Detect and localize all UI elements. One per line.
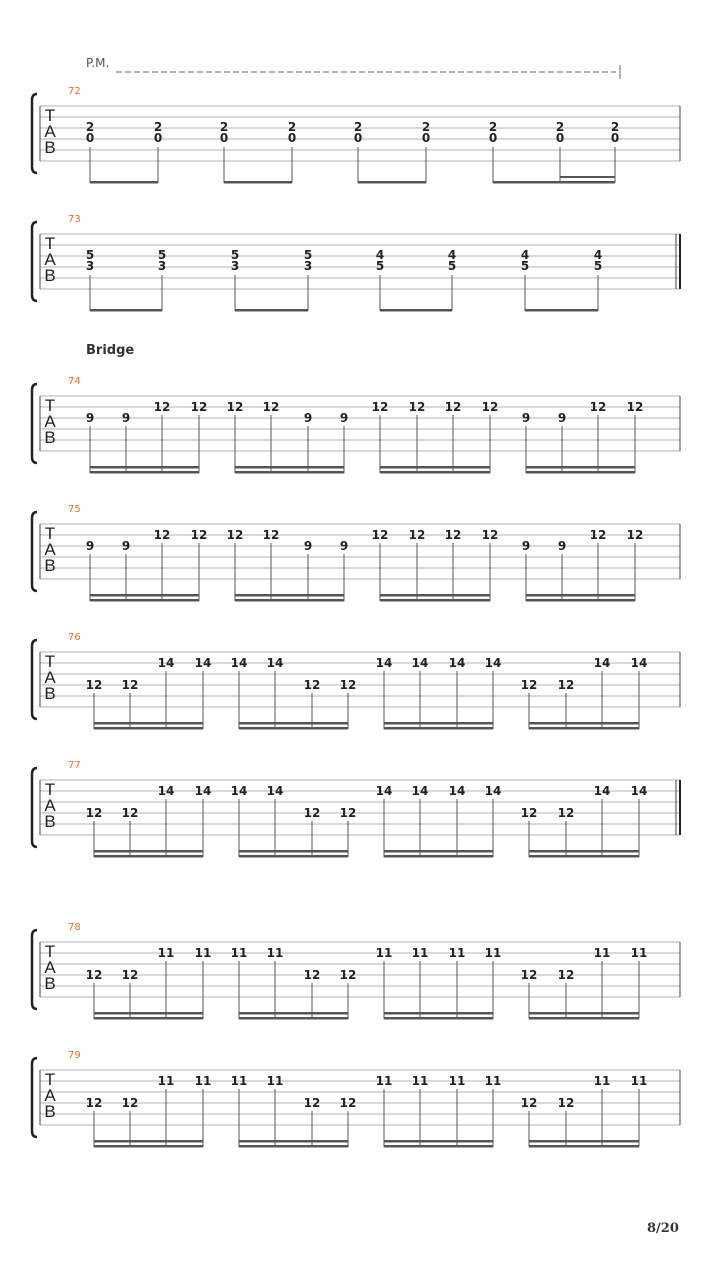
fret-number: 11: [230, 1074, 248, 1088]
beam-secondary: [526, 594, 635, 597]
tab-system-73: [32, 214, 680, 312]
fret-number: 12: [371, 400, 389, 414]
fret-number: 12: [121, 678, 139, 692]
fret-number: 2: [153, 120, 163, 134]
tab-clef-letter: A: [44, 122, 56, 141]
tab-clef-letter: B: [44, 138, 56, 157]
beam-secondary: [529, 722, 639, 725]
tab-clef-letter: A: [44, 250, 56, 269]
beam: [235, 599, 344, 602]
fret-number: 5: [447, 259, 457, 273]
fret-number: 12: [262, 400, 280, 414]
beam: [380, 471, 490, 474]
fret-number: 12: [408, 400, 426, 414]
fret-number: 12: [85, 1096, 103, 1110]
beam: [90, 181, 158, 184]
fret-number: 14: [266, 656, 284, 670]
beam: [384, 727, 493, 730]
fret-number: 14: [375, 784, 393, 798]
fret-number: 12: [121, 806, 139, 820]
fret-number: 4: [593, 248, 603, 262]
beam: [526, 599, 635, 602]
fret-number: 12: [520, 806, 538, 820]
tab-system-76: [32, 632, 680, 730]
beam: [94, 1017, 203, 1020]
measure-number: 72: [68, 86, 81, 97]
fret-number: 5: [230, 248, 240, 262]
beam: [529, 855, 639, 858]
fret-number: 14: [157, 784, 175, 798]
beam-secondary: [94, 1140, 203, 1143]
staff-bracket: [32, 1058, 37, 1137]
fret-number: 11: [157, 946, 175, 960]
beam: [90, 309, 162, 312]
fret-number: 11: [375, 1074, 393, 1088]
fret-number: 11: [266, 946, 284, 960]
beam: [380, 309, 452, 312]
beam-secondary: [94, 1012, 203, 1015]
fret-number: 12: [339, 1096, 357, 1110]
tab-clef-letter: A: [44, 796, 56, 815]
fret-number: 0: [610, 131, 620, 145]
fret-number: 4: [447, 248, 457, 262]
fret-number: 3: [85, 259, 95, 273]
staff-bracket: [32, 768, 37, 847]
fret-number: 12: [85, 806, 103, 820]
fret-number: 9: [557, 539, 567, 553]
fret-number: 12: [226, 528, 244, 542]
fret-number: 12: [557, 678, 575, 692]
fret-number: 2: [85, 120, 95, 134]
beam-secondary: [380, 466, 490, 469]
beam-secondary: [384, 850, 493, 853]
beam: [90, 471, 199, 474]
fret-number: 14: [411, 656, 429, 670]
section-label-bridge: Bridge: [86, 343, 135, 358]
fret-number: 9: [303, 411, 313, 425]
fret-number: 14: [230, 656, 248, 670]
fret-number: 9: [85, 539, 95, 553]
fret-number: 11: [484, 1074, 502, 1088]
tab-clef-letter: B: [44, 974, 56, 993]
beam: [239, 1017, 348, 1020]
fret-number: 12: [303, 678, 321, 692]
beam: [235, 471, 344, 474]
fret-number: 0: [421, 131, 431, 145]
fret-number: 0: [85, 131, 95, 145]
measure-number: 73: [68, 214, 81, 225]
beam-secondary: [94, 850, 203, 853]
tab-clef-letter: A: [44, 668, 56, 687]
fret-number: 9: [339, 411, 349, 425]
fret-number: 9: [303, 539, 313, 553]
fret-number: 12: [85, 968, 103, 982]
staff-bracket: [32, 930, 37, 1009]
measure-number: 79: [68, 1050, 81, 1061]
measure-number: 77: [68, 760, 81, 771]
staff-bracket: [32, 222, 37, 301]
staff-bracket: [32, 640, 37, 719]
tab-clef-letter: B: [44, 556, 56, 575]
fret-number: 12: [520, 1096, 538, 1110]
tab-clef-letter: T: [44, 106, 56, 125]
fret-number: 0: [219, 131, 229, 145]
beam-secondary: [529, 1012, 639, 1015]
fret-number: 11: [593, 946, 611, 960]
tab-system-75: [32, 504, 680, 602]
fret-number: 11: [484, 946, 502, 960]
fret-number: 9: [557, 411, 567, 425]
fret-number: 9: [521, 411, 531, 425]
fret-number: 12: [557, 968, 575, 982]
fret-number: 12: [121, 1096, 139, 1110]
fret-number: 2: [219, 120, 229, 134]
tab-system-74: [32, 376, 680, 474]
fret-number: 12: [339, 968, 357, 982]
tab-system-72: [32, 86, 680, 184]
fret-number: 5: [85, 248, 95, 262]
fret-number: 12: [520, 968, 538, 982]
fret-number: 12: [557, 806, 575, 820]
beam-secondary: [239, 722, 348, 725]
fret-number: 12: [444, 528, 462, 542]
fret-number: 14: [593, 656, 611, 670]
tab-system-79: [32, 1050, 680, 1148]
fret-number: 0: [287, 131, 297, 145]
tab-clef-letter: B: [44, 812, 56, 831]
fret-number: 5: [375, 259, 385, 273]
tab-clef-letter: T: [44, 942, 56, 961]
beam: [384, 855, 493, 858]
fret-number: 11: [448, 946, 466, 960]
beam: [384, 1017, 493, 1020]
fret-number: 2: [555, 120, 565, 134]
fret-number: 12: [226, 400, 244, 414]
fret-number: 2: [610, 120, 620, 134]
tab-clef-letter: T: [44, 652, 56, 671]
beam-secondary: [384, 1012, 493, 1015]
fret-number: 12: [121, 968, 139, 982]
tab-clef-letter: B: [44, 684, 56, 703]
beam-secondary: [384, 722, 493, 725]
fret-number: 2: [421, 120, 431, 134]
fret-number: 12: [339, 678, 357, 692]
fret-number: 5: [303, 248, 313, 262]
fret-number: 14: [266, 784, 284, 798]
beam: [380, 599, 490, 602]
fret-number: 12: [557, 1096, 575, 1110]
fret-number: 11: [194, 946, 212, 960]
tab-clef-letter: B: [44, 1102, 56, 1121]
fret-number: 12: [481, 528, 499, 542]
measure-number: 76: [68, 632, 81, 643]
fret-number: 0: [353, 131, 363, 145]
beam: [94, 855, 203, 858]
tab-clef-letter: T: [44, 780, 56, 799]
fret-number: 4: [375, 248, 385, 262]
fret-number: 5: [520, 259, 530, 273]
fret-number: 11: [448, 1074, 466, 1088]
fret-number: 14: [230, 784, 248, 798]
fret-number: 0: [555, 131, 565, 145]
fret-number: 12: [626, 528, 644, 542]
fret-number: 9: [121, 411, 131, 425]
tab-clef-letter: T: [44, 1070, 56, 1089]
beam-secondary: [380, 594, 490, 597]
tab-clef-letter: B: [44, 266, 56, 285]
fret-number: 11: [194, 1074, 212, 1088]
beam: [529, 1145, 639, 1148]
beam: [224, 181, 292, 184]
fret-number: 2: [287, 120, 297, 134]
tab-clef-letter: T: [44, 396, 56, 415]
tab-clef-letter: A: [44, 958, 56, 977]
fret-number: 12: [589, 400, 607, 414]
fret-number: 0: [488, 131, 498, 145]
tab-clef-letter: B: [44, 428, 56, 447]
page-number: 8/20: [647, 1221, 679, 1236]
beam-secondary: [526, 466, 635, 469]
beam: [525, 309, 598, 312]
beam-secondary: [90, 594, 199, 597]
beam: [239, 855, 348, 858]
fret-number: 5: [157, 248, 167, 262]
fret-number: 11: [411, 1074, 429, 1088]
fret-number: 11: [630, 946, 648, 960]
beam: [529, 1017, 639, 1020]
fret-number: 14: [194, 784, 212, 798]
fret-number: 12: [85, 678, 103, 692]
fret-number: 12: [303, 968, 321, 982]
beam-secondary: [94, 722, 203, 725]
beam-secondary: [90, 466, 199, 469]
beam-secondary: [560, 176, 615, 178]
fret-number: 2: [488, 120, 498, 134]
beam-secondary: [529, 850, 639, 853]
fret-number: 14: [411, 784, 429, 798]
fret-number: 12: [303, 806, 321, 820]
fret-number: 12: [262, 528, 280, 542]
beam: [94, 1145, 203, 1148]
fret-number: 12: [520, 678, 538, 692]
beam: [235, 309, 308, 312]
fret-number: 14: [630, 656, 648, 670]
beam-secondary: [239, 1140, 348, 1143]
beam-secondary: [235, 594, 344, 597]
fret-number: 11: [593, 1074, 611, 1088]
measure-number: 75: [68, 504, 81, 515]
fret-number: 5: [593, 259, 603, 273]
fret-number: 2: [353, 120, 363, 134]
fret-number: 12: [153, 528, 171, 542]
measure-number: 78: [68, 922, 81, 933]
fret-number: 12: [339, 806, 357, 820]
beam: [239, 727, 348, 730]
fret-number: 14: [194, 656, 212, 670]
tab-clef-letter: A: [44, 412, 56, 431]
fret-number: 12: [190, 528, 208, 542]
fret-number: 9: [85, 411, 95, 425]
beam: [90, 599, 199, 602]
tab-system-77: [32, 760, 680, 858]
beam: [529, 727, 639, 730]
fret-number: 12: [371, 528, 389, 542]
beam: [493, 181, 615, 184]
tab-clef-letter: T: [44, 234, 56, 253]
fret-number: 9: [521, 539, 531, 553]
fret-number: 14: [448, 656, 466, 670]
tab-system-78: [32, 922, 680, 1020]
staff-bracket: [32, 512, 37, 591]
fret-number: 9: [121, 539, 131, 553]
fret-number: 14: [484, 656, 502, 670]
beam-secondary: [239, 1012, 348, 1015]
fret-number: 14: [630, 784, 648, 798]
fret-number: 14: [448, 784, 466, 798]
fret-number: 14: [157, 656, 175, 670]
fret-number: 3: [230, 259, 240, 273]
fret-number: 11: [630, 1074, 648, 1088]
fret-number: 11: [157, 1074, 175, 1088]
staff-bracket: [32, 384, 37, 463]
fret-number: 11: [411, 946, 429, 960]
fret-number: 14: [484, 784, 502, 798]
fret-number: 12: [481, 400, 499, 414]
beam-secondary: [235, 466, 344, 469]
beam: [239, 1145, 348, 1148]
beam-secondary: [384, 1140, 493, 1143]
palm-mute-label: P.M.: [86, 56, 110, 70]
fret-number: 12: [190, 400, 208, 414]
fret-number: 12: [626, 400, 644, 414]
tab-clef-letter: A: [44, 1086, 56, 1105]
beam-secondary: [529, 1140, 639, 1143]
measure-number: 74: [68, 376, 81, 387]
fret-number: 11: [375, 946, 393, 960]
fret-number: 3: [157, 259, 167, 273]
beam-secondary: [239, 850, 348, 853]
fret-number: 4: [520, 248, 530, 262]
fret-number: 12: [408, 528, 426, 542]
fret-number: 0: [153, 131, 163, 145]
fret-number: 12: [589, 528, 607, 542]
tab-clef-letter: A: [44, 540, 56, 559]
beam: [94, 727, 203, 730]
beam: [526, 471, 635, 474]
fret-number: 9: [339, 539, 349, 553]
fret-number: 11: [266, 1074, 284, 1088]
beam: [358, 181, 426, 184]
beam: [384, 1145, 493, 1148]
fret-number: 12: [153, 400, 171, 414]
fret-number: 11: [230, 946, 248, 960]
staff-bracket: [32, 94, 37, 173]
tab-clef-letter: T: [44, 524, 56, 543]
fret-number: 3: [303, 259, 313, 273]
fret-number: 12: [303, 1096, 321, 1110]
fret-number: 12: [444, 400, 462, 414]
fret-number: 14: [593, 784, 611, 798]
fret-number: 14: [375, 656, 393, 670]
